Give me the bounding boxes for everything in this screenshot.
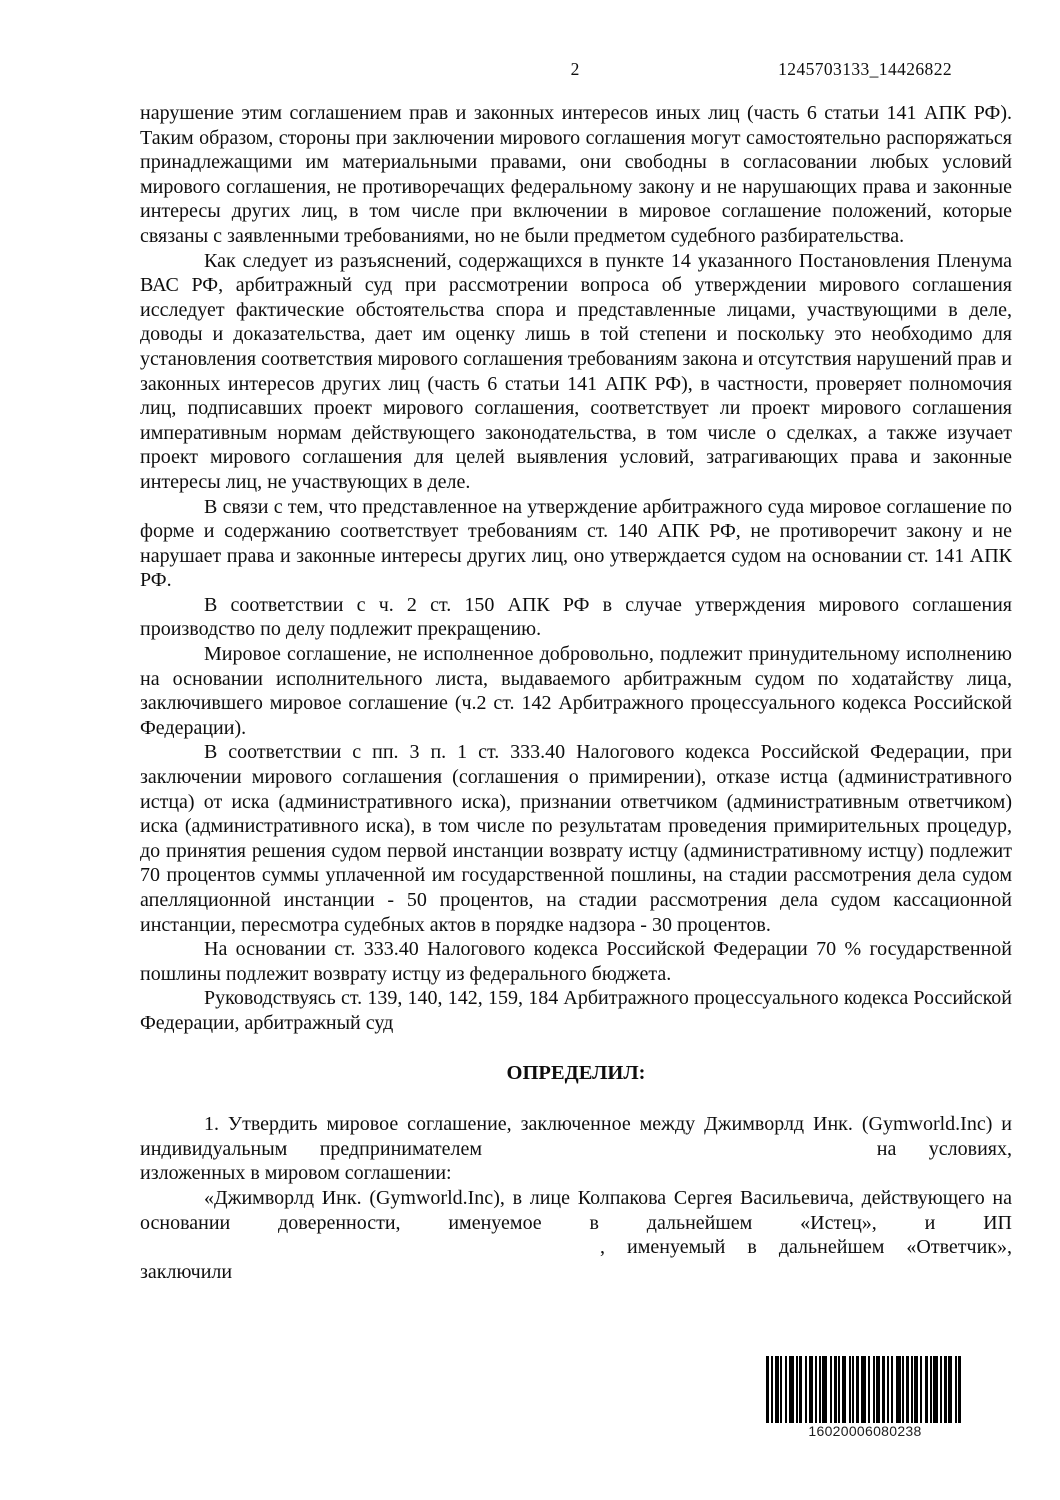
barcode-bar [789, 1356, 794, 1423]
barcode-bar [920, 1356, 922, 1423]
barcode-bar [861, 1356, 866, 1423]
barcode-bar [948, 1356, 952, 1423]
barcode-bar [780, 1356, 782, 1423]
barcode-bar [805, 1356, 807, 1423]
redacted-gap [140, 1251, 578, 1253]
barcode [766, 1356, 964, 1439]
barcode-bar [796, 1356, 798, 1423]
barcode-bar [822, 1356, 827, 1423]
paragraph: нарушение этим соглашением прав и законных интересов иных лиц (часть 6 статьи 141 АПК РФ). Таким образом, стороны при заключении мирового соглашения могут самостоятельно распоряжаться принадлежащими им материальными правами, они свободны в согласовании любых условий мирового соглашения, не противоречащих федеральному закону и не нарушающих права и законные интересы других лиц, в том числе при включении в мировое соглашение положений, которые связаны с заявленными требованиями, но не были предметом судебного разбирательства. [140, 102, 1012, 247]
page-number: 2 [570, 59, 580, 79]
barcode-bar [887, 1356, 889, 1423]
barcode-bar [958, 1356, 961, 1423]
barcode-bar [856, 1356, 859, 1423]
ruling-heading: ОПРЕДЕЛИЛ: [506, 1061, 646, 1084]
barcode-bar [925, 1356, 928, 1423]
barcode-bar [955, 1356, 957, 1423]
paragraph: В соответствии с пп. 3 п. 1 ст. 333.40 Налогового кодекса Российской Федерации, при заключении мирового соглашения (соглашения о примирении), отказе истца (административного истца) от иска (административного иска), признании ответчиком (административным ответчиком) иска (административного иска), в том числе по результатам проведения примирительных процедур, до принятия решения судом первой инстанции возврату истцу (административному истцу) подлежит 70 процентов суммы уплаченной им государственной пошлины, на стадии рассмотрения дела судом апелляционной инстанции - 50 процентов, на стадии рассмотрения дела судом кассационной инстанции, пересмотра судебных актов в порядке надзора - 30 процентов. [140, 741, 1012, 936]
barcode-bar [771, 1356, 773, 1423]
page-header [140, 57, 1010, 85]
redacted-gap [514, 1153, 844, 1155]
barcode-bar [766, 1356, 769, 1423]
barcode-bar [799, 1356, 802, 1423]
barcode-value: 16020006080238 [808, 1423, 922, 1439]
paragraph: 1. Утвердить мировое соглашение, заключенное между Джимворлд Инк. (Gymworld.Inc) и индивидуальным предпринимателем на условиях, изложенных в мировом соглашении: [140, 1113, 1012, 1185]
barcode-bar [911, 1356, 913, 1423]
paragraph: В связи с тем, что представленное на утверждение арбитражного суда мировое соглашение по форме и содержанию соответствует требованиям ст. 140 АПК РФ, не противоречит закону и не нарушает права и законные интересы других лиц, оно утверждается судом на основании ст. 141 АПК РФ. [140, 495, 1012, 592]
barcode-bar [809, 1356, 813, 1423]
paragraph: В соответствии с ч. 2 ст. 150 АПК РФ в случае утверждения мирового соглашения производство по делу подлежит прекращению. [140, 593, 1012, 641]
paragraph: Мировое соглашение, не исполненное добровольно, подлежит принудительному исполнению на основании исполнительного листа, выдаваемого арбитражным судом по ходатайству лица, заключившего мировое соглашение (ч.2 ст. 142 Арбитражного процессуального кодекса Российской Федерации). [140, 643, 1012, 739]
paragraph: Руководствуясь ст. 139, 140, 142, 159, 184 Арбитражного процессуального кодекса Российской Федерации, арбитражный суд [140, 987, 1012, 1034]
barcode-bar [815, 1356, 817, 1423]
barcode-bar [834, 1356, 837, 1423]
barcode-bar [819, 1356, 821, 1423]
paragraph: «Джимворлд Инк. (Gymworld.Inc), в лице Колпакова Сергея Васильевича, действующего на основании доверенности, именуемое в дальнейшем «Истец», и ИП , именуемый в дальнейшем «Ответчик», заключили [140, 1186, 1012, 1283]
barcode-bars [766, 1356, 964, 1423]
barcode-bar [876, 1356, 880, 1423]
barcode-bar [902, 1356, 904, 1423]
barcode-bar [896, 1356, 901, 1423]
barcode-bar [930, 1356, 932, 1423]
document-id: 1245703133_14426822 [778, 59, 952, 79]
barcode-bar [906, 1356, 909, 1423]
barcode-bar [785, 1356, 787, 1423]
paragraph: Как следует из разъяснений, содержащихся в пункте 14 указанного Постановления Пленума ВАС РФ, арбитражный суд при рассмотрении вопроса об утверждении мирового соглашения исследует фактические обстоятельства спора и представленные лицами, участвующими в деле, доводы и доказательства, дает им оценку лишь в той степени и поскольку это необходимо для установления соответствия мирового соглашения требованиям закона и отсутствия нарушений прав и законных интересов других лиц (часть 6 статьи 141 АПК РФ), в частности, проверяет полномочия лиц, подписавших проект мирового соглашения, соответствует ли проект мирового соглашения императивным нормам действующего законодательства, в том числе о сделках, а также изучает проект мирового соглашения для целей выявления условий, затрагивающих права и законные интересы лиц, не участвующих в деле. [140, 249, 1012, 493]
barcode-bar [830, 1356, 832, 1423]
barcode-bar [944, 1356, 947, 1423]
barcode-bar [849, 1356, 851, 1423]
barcode-bar [775, 1356, 779, 1423]
barcode-bar [891, 1356, 893, 1423]
barcode-bar [868, 1356, 870, 1423]
barcode-bar [914, 1356, 918, 1423]
paragraph: На основании ст. 333.40 Налогового кодекса Российской Федерации 70 % государственной пошлины подлежит возврату истцу из федерального бюджета. [140, 938, 1012, 985]
barcode-bar [842, 1356, 846, 1423]
barcode-bar [940, 1356, 942, 1423]
document-body [140, 101, 1012, 1284]
barcode-bar [873, 1356, 875, 1423]
barcode-bar [852, 1356, 854, 1423]
barcode-bar [933, 1356, 938, 1423]
barcode-bar [882, 1356, 885, 1423]
barcode-bar [838, 1356, 840, 1423]
